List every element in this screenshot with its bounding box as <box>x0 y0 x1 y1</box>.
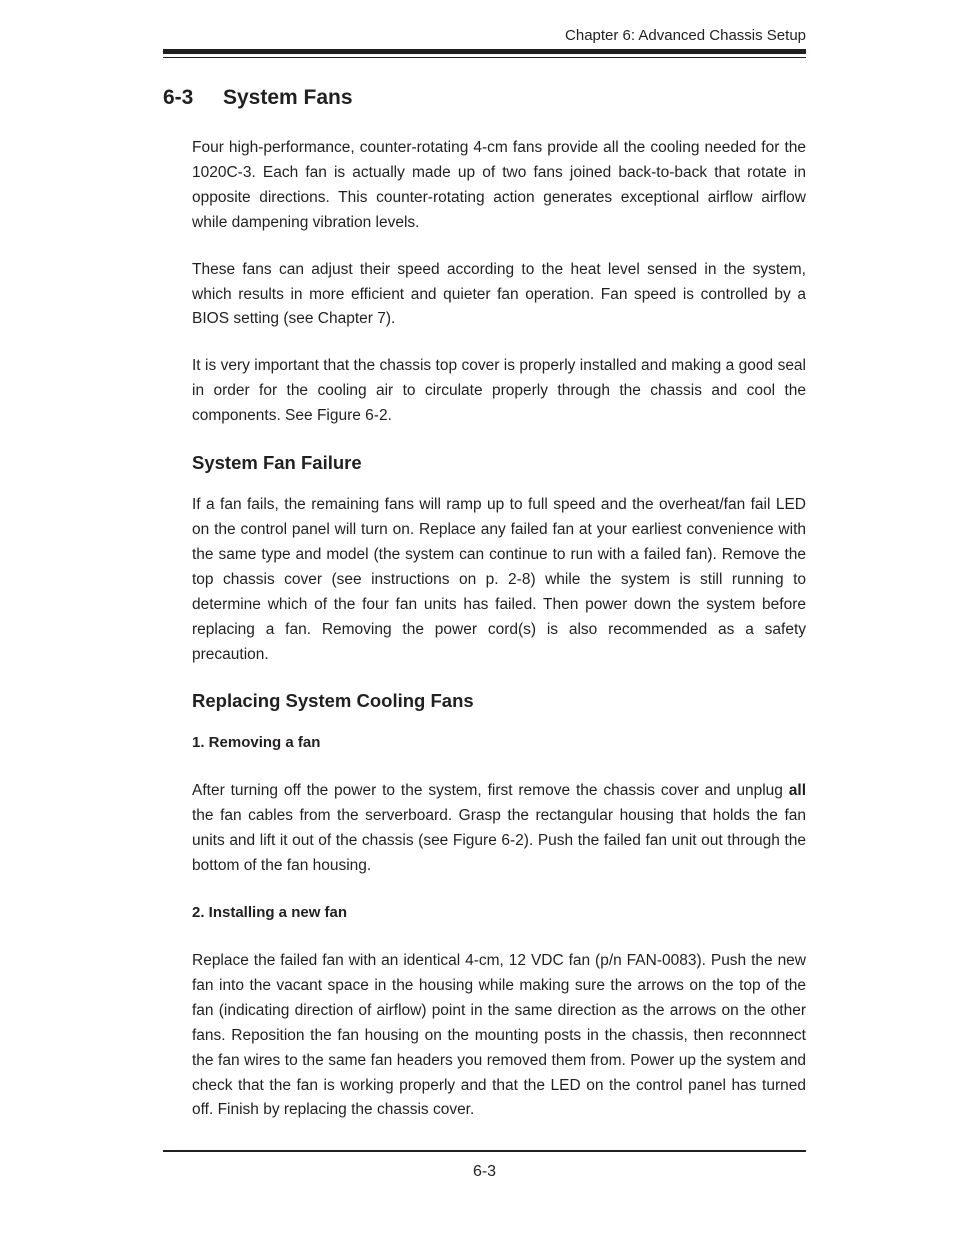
page-content <box>192 136 806 1145</box>
fan-failure-heading: System Fan Failure <box>192 452 362 474</box>
running-header: Chapter 6: Advanced Chassis Setup <box>565 27 806 44</box>
removing-fan-bold-word: all <box>788 782 806 800</box>
intro-paragraph-1: Four high-performance, counter-rotating 4-cm fans provide all the cooling needed for the 1020C-3. Each fan is actually made up of two fans joined back-to-back that rotate in opposite directions. This counter-rotating action generates exceptional airflow airflow while dampening vibration levels. <box>192 139 806 231</box>
page-number: 6-3 <box>472 1163 497 1180</box>
removing-fan-text-before: After turning off the power to the system, first remove the chassis cover and unplug <box>192 782 789 800</box>
removing-fan-heading: 1. Removing a fan <box>192 734 321 752</box>
header-rule-thick <box>163 49 806 54</box>
intro-paragraph-2: These fans can adjust their speed according to the heat level sensed in the system, which results in more efficient and quieter fan operation. Fan speed is controlled by a BIOS setting (see Chapter 7). <box>192 260 806 328</box>
removing-fan-text-after: the fan cables from the serverboard. Grasp the rectangular housing that holds the fan units and lift it out of the chassis (see Figure 6-2). Push the failed fan unit out through the bottom of the fan housing. <box>192 807 806 875</box>
section-title-text: System Fans <box>223 86 353 109</box>
section-number: 6-3 <box>163 86 194 109</box>
header-rule-thin <box>163 57 806 58</box>
intro-paragraph-3: It is very important that the chassis top cover is properly installed and making a good seal in order for the cooling air to circulate properly through the chassis and cool the components. See Figure 6-2. <box>192 357 806 425</box>
replacing-fans-heading: Replacing System Cooling Fans <box>192 690 474 712</box>
installing-fan-paragraph: Replace the failed fan with an identical 4-cm, 12 VDC fan (p/n FAN-0083). Push the new fan into the vacant space in the housing while making sure the arrows on the top of the fan (indicating direction of airflow) point in the same direction as the arrows on the other fans. Reposition the fan housing on the mounting posts in the chassis, then reconnnect the fan wires to the same fan headers you removed them from. Power up the system and check that the fan is working properly and that the LED on the control panel has turned off. Finish by replacing the chassis cover. <box>192 952 806 1119</box>
footer-rule <box>163 1150 806 1152</box>
removing-fan-paragraph <box>192 779 806 879</box>
installing-fan-heading: 2. Installing a new fan <box>192 904 348 922</box>
fan-failure-paragraph: If a fan fails, the remaining fans will ramp up to full speed and the overheat/fan fail LED on the control panel will turn on. Replace any failed fan at your earliest convenience with the same type and model (the system can continue to run with a failed fan). Remove the top chassis cover (see instructions on p. 2-8) while the system is still running to determine which of the four fan units has failed. Then power down the system before replacing a fan. Removing the power cord(s) is also recommended as a safety precaution. <box>192 496 806 663</box>
section-title <box>163 86 353 110</box>
